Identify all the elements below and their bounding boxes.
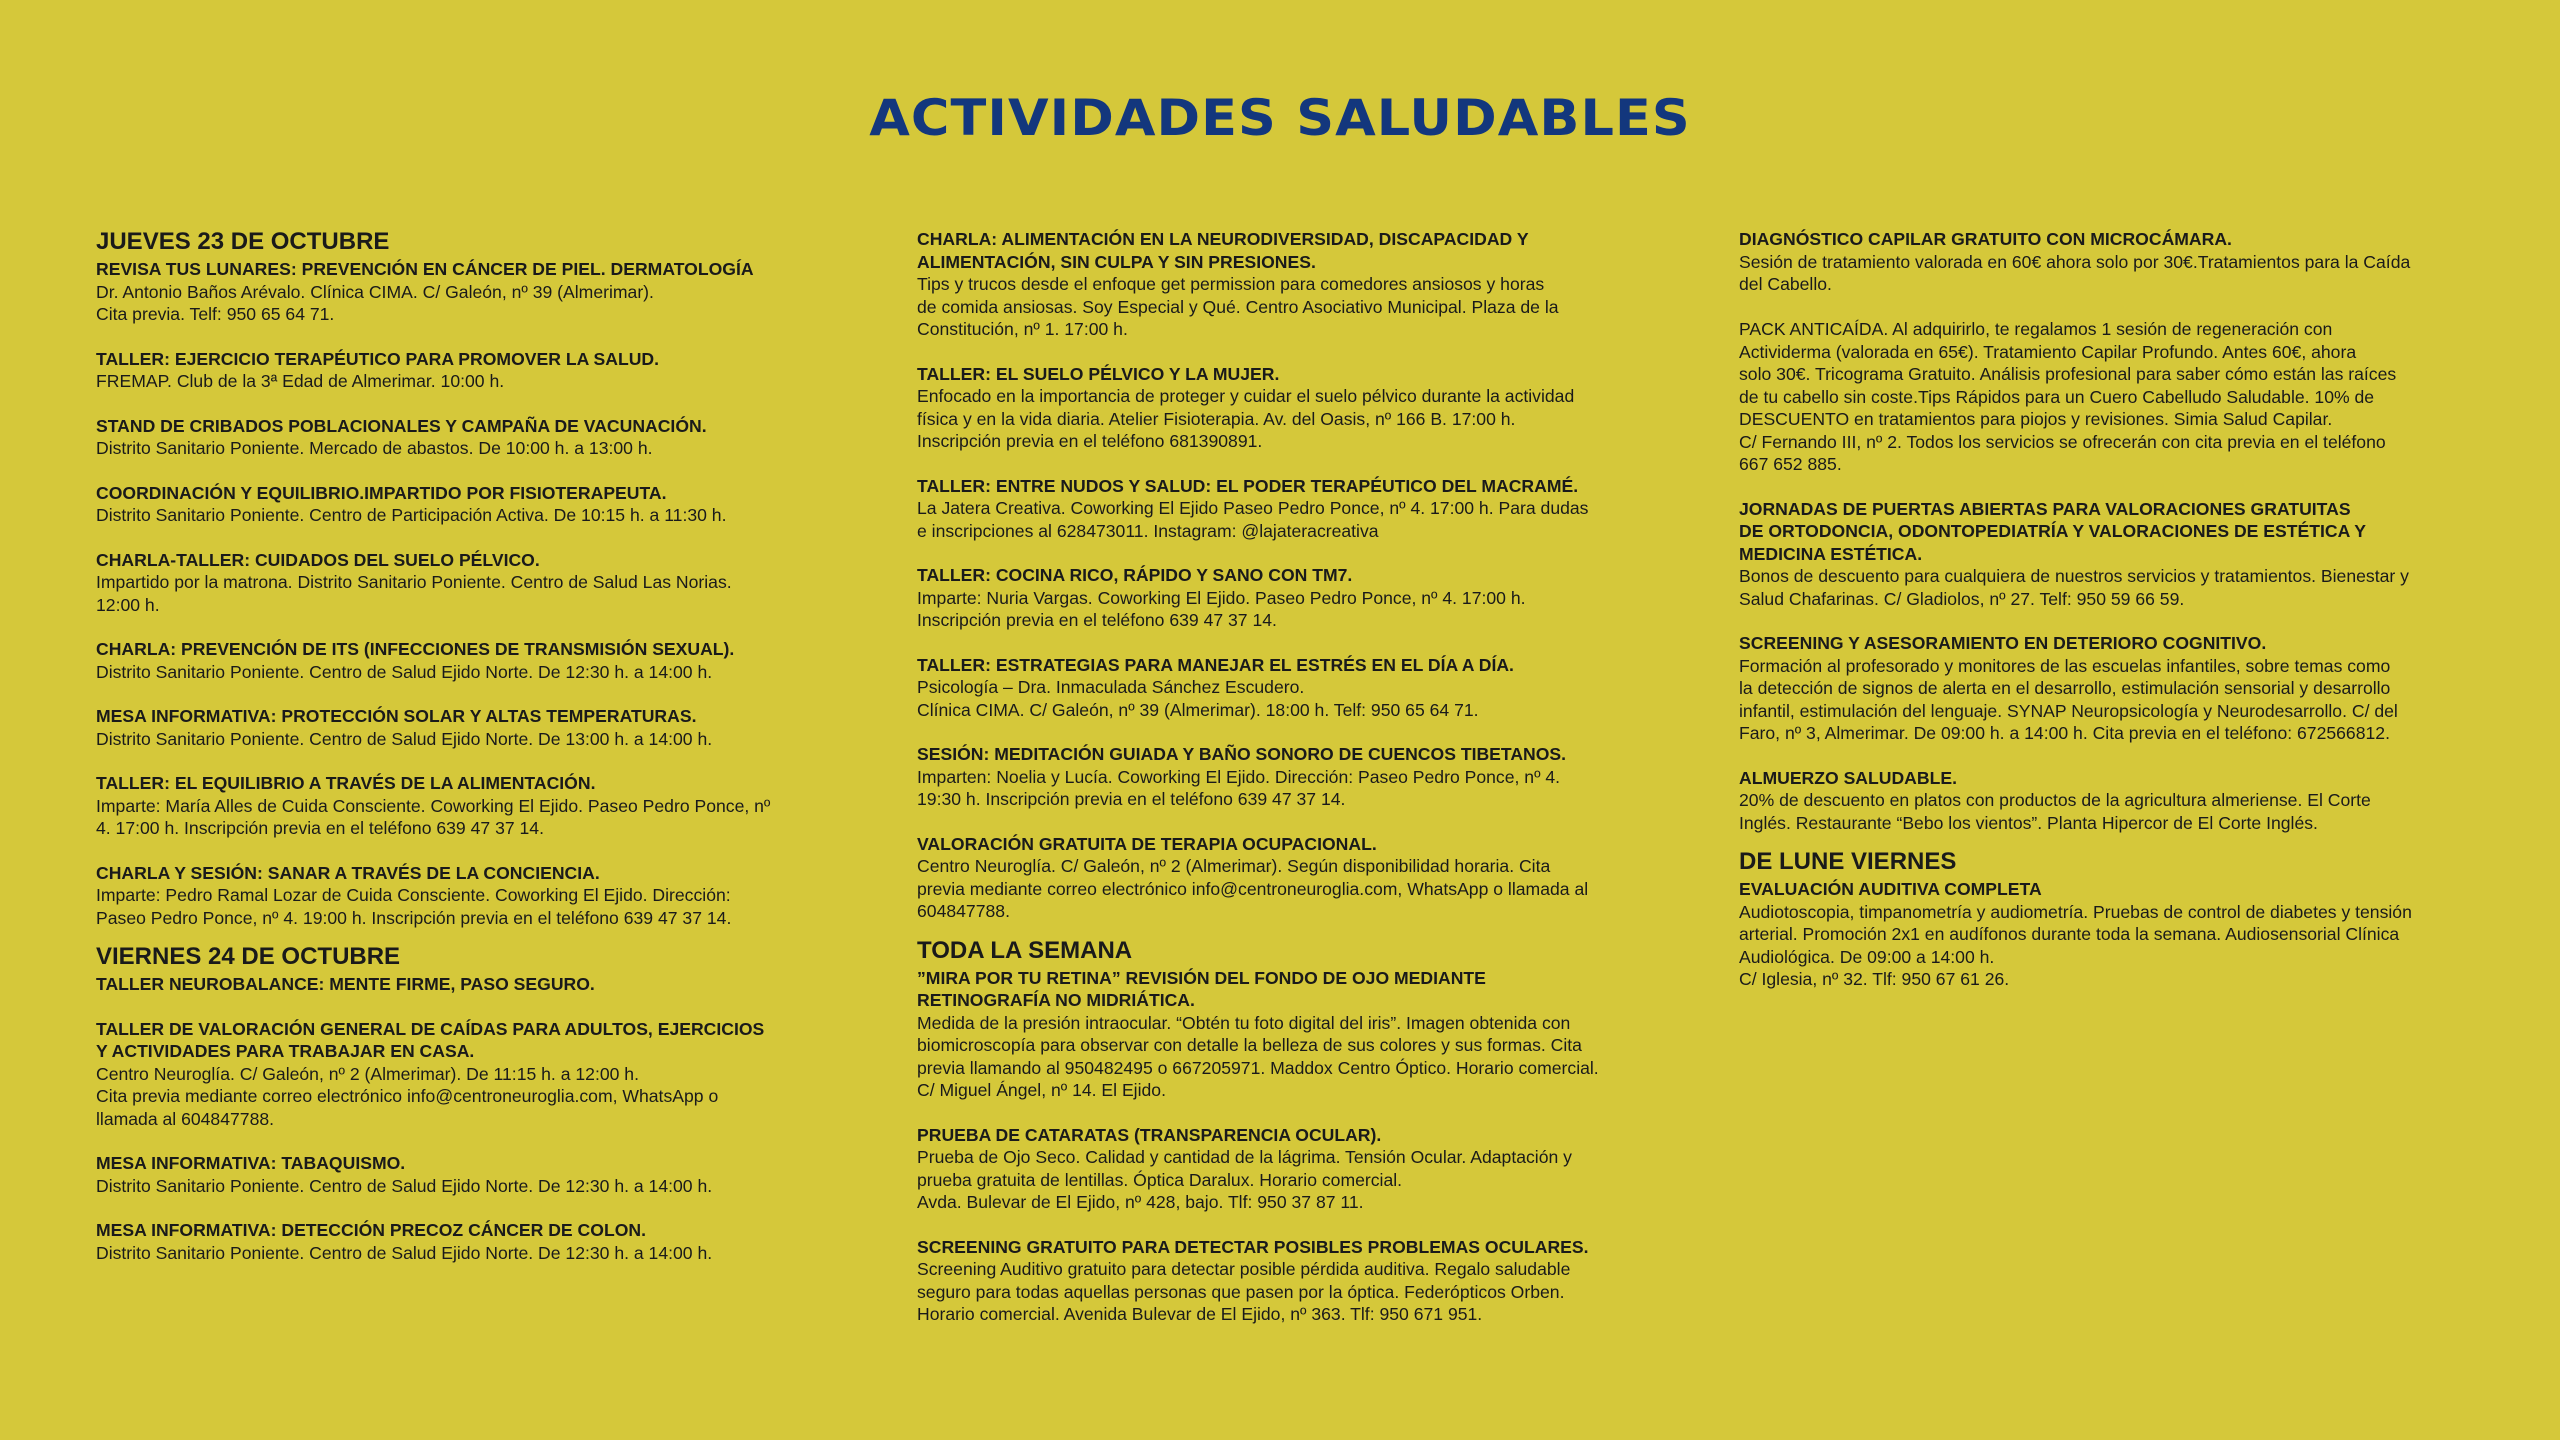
activity-details: Imparte: María Alles de Cuida Consciente. Coworking El Ejido. Paseo Pedro Ponce, nº 4. 17:00 h. Inscripción previa en el teléfono 639 47 37 14.	[96, 795, 771, 838]
activity-item	[917, 228, 1657, 341]
activity-title: TALLER: EL EQUILIBRIO A TRAVÉS DE LA ALIMENTACIÓN.	[96, 773, 596, 793]
activity-details: Prueba de Ojo Seco. Calidad y cantidad de la lágrima. Tensión Ocular. Adaptación y prueba gratuita de lentillas. Óptica Daralux. Horario comercial. Avda. Bulevar de El Ejido, nº 428, bajo. Tlf: 950 37 87 11.	[917, 1147, 1572, 1212]
activity-title: TALLER NEUROBALANCE: MENTE FIRME, PASO SEGURO.	[96, 974, 595, 994]
activity-details: Distrito Sanitario Poniente. Centro de Salud Ejido Norte. De 12:30 h. a 14:00 h.	[96, 661, 713, 682]
activity-details: Enfocado en la importancia de proteger y cuidar el suelo pélvico durante la actividad física y en la vida diaria. Atelier Fisioterapia. Av. del Oasis, nº 166 B. 17:00 h. Inscripción previa en el teléfono 681390891.	[917, 386, 1575, 451]
activity-item	[96, 772, 836, 840]
activity-title: SCREENING GRATUITO PARA DETECTAR POSIBLES PROBLEMAS OCULARES.	[917, 1236, 1589, 1257]
activity-details: Distrito Sanitario Poniente. Centro de Salud Ejido Norte. De 13:00 h. a 14:00 h.	[96, 728, 713, 749]
activity-item	[917, 363, 1657, 453]
activity-item	[96, 973, 836, 996]
activity-title: ”MIRA POR TU RETINA” REVISIÓN DEL FONDO DE OJO MEDIANTE RETINOGRAFÍA NO MIDRIÁTICA.	[917, 967, 1486, 1010]
activity-title: DIAGNÓSTICO CAPILAR GRATUITO CON MICROCÁMARA.	[1739, 229, 2232, 249]
activity-item	[96, 1219, 836, 1264]
activity-item	[96, 705, 836, 750]
activity-title: TALLER DE VALORACIÓN GENERAL DE CAÍDAS PARA ADULTOS, EJERCICIOS Y ACTIVIDADES PARA TRABAJAR EN CASA.	[96, 1018, 765, 1061]
activity-details: Centro Neuroglía. C/ Galeón, nº 2 (Almerimar). Según disponibilidad horaria. Cita previa mediante correo electrónico info@centroneuroglia.com, WhatsApp o llamada al 604847788.	[917, 856, 1589, 921]
activity-title: STAND DE CRIBADOS POBLACIONALES Y CAMPAÑA DE VACUNACIÓN.	[96, 415, 707, 436]
activity-item	[917, 1236, 1657, 1326]
activity-title: MESA INFORMATIVA: DETECCIÓN PRECOZ CÁNCER DE COLON.	[96, 1220, 646, 1240]
activity-item	[1739, 632, 2479, 745]
section-heading: TODA LA SEMANA	[917, 936, 1133, 964]
activity-details: Tips y trucos desde el enfoque get permission para comedores ansiosos y horas de comida ansiosas. Soy Especial y Qué. Centro Asociativo Municipal. Plaza de la Constitución, nº 1. 17:00 h.	[917, 274, 1559, 339]
activity-title: TALLER: ESTRATEGIAS PARA MANEJAR EL ESTRÉS EN EL DÍA A DÍA.	[917, 654, 1514, 675]
activity-details: Distrito Sanitario Poniente. Centro de Salud Ejido Norte. De 12:30 h. a 14:00 h.	[96, 1242, 713, 1263]
activity-title: ALMUERZO SALUDABLE.	[1739, 767, 1957, 788]
activity-details: Imparten: Noelia y Lucía. Coworking El Ejido. Dirección: Paseo Pedro Ponce, nº 4. 19:30 h. Inscripción previa en el teléfono 639 47 37 14.	[917, 766, 1561, 809]
activity-title: TALLER: COCINA RICO, RÁPIDO Y SANO CON TM7.	[917, 565, 1353, 585]
activity-title: EVALUACIÓN AUDITIVA COMPLETA	[1739, 879, 2042, 899]
page-title: ACTIVIDADES SALUDABLES	[869, 89, 1691, 147]
activity-title: TALLER: EL SUELO PÉLVICO Y LA MUJER.	[917, 363, 1280, 384]
activity-title: VALORACIÓN GRATUITA DE TERAPIA OCUPACIONAL.	[917, 833, 1377, 854]
activity-details: 20% de descuento en platos con productos de la agricultura almeriense. El Corte Inglés. Restaurante “Bebo los vientos”. Planta Hipercor de El Corte Inglés.	[1739, 790, 2371, 833]
activity-details: Bonos de descuento para cualquiera de nuestros servicios y tratamientos. Bienestar y Salud Chafarinas. C/ Gladiolos, nº 27. Telf: 950 59 66 59.	[1739, 566, 2409, 609]
activity-title: COORDINACIÓN Y EQUILIBRIO.IMPARTIDO POR FISIOTERAPEUTA.	[96, 482, 667, 503]
day-heading: JUEVES 23 DE OCTUBRE	[96, 228, 390, 255]
column-3	[1739, 228, 2479, 1013]
activity-item	[96, 348, 836, 393]
activity-item	[1739, 228, 2479, 476]
activity-details: Centro Neuroglía. C/ Galeón, nº 2 (Almerimar). De 11:15 h. a 12:00 h. Cita previa mediante correo electrónico info@centroneuroglia.com, WhatsApp o llamada al 604847788.	[96, 1063, 719, 1129]
activity-title: JORNADAS DE PUERTAS ABIERTAS PARA VALORACIONES GRATUITAS DE ORTODONCIA, ODONTOPEDIATRÍA Y VALORACIONES DE ESTÉTICA Y MEDICINA ESTÉTICA.	[1739, 498, 2366, 564]
activity-title: MESA INFORMATIVA: PROTECCIÓN SOLAR Y ALTAS TEMPERATURAS.	[96, 706, 697, 726]
activity-details: Distrito Sanitario Poniente. Centro de Salud Ejido Norte. De 12:30 h. a 14:00 h.	[96, 1175, 713, 1196]
activity-item	[1739, 878, 2479, 991]
activity-details: Sesión de tratamiento valorada en 60€ ahora solo por 30€.Tratamientos para la Caída del Cabello. PACK ANTICAÍDA. Al adquirirlo, te regalamos 1 sesión de regeneración con Actividerma (valorada en 65€). Tratamiento Capilar Profundo. Antes 60€, ahora solo 30€. Tricograma Gratuito. Análisis profesional para saber cómo están las raíces de tu cabello sin coste.Tips Rápidos para un Cuero Cabelludo Saludable. 10% de DESCUENTO en tratamientos para piojos y revisiones. Simia Salud Capilar. C/ Fernando III, nº 2. Todos los servicios se ofrecerán con cita previa en el teléfono 667 652 885.	[1739, 251, 2411, 474]
column-2	[917, 228, 1657, 1348]
activity-item	[96, 482, 836, 527]
activity-details: Dr. Antonio Baños Arévalo. Clínica CIMA. C/ Galeón, nº 39 (Almerimar). Cita previa. Telf: 950 65 64 71.	[96, 281, 654, 324]
activity-item	[96, 549, 836, 617]
activity-title: SESIÓN: MEDITACIÓN GUIADA Y BAÑO SONORO DE CUENCOS TIBETANOS.	[917, 744, 1567, 764]
activity-details: Medida de la presión intraocular. “Obtén tu foto digital del iris”. Imagen obtenida con biomicroscopía para observar con detalle la belleza de sus colores y sus formas. Cita previa llamando al 950482495 o 667205971. Maddox Centro Óptico. Horario comercial. C/ Miguel Ángel, nº 14. El Ejido.	[917, 1012, 1599, 1100]
activity-item	[1739, 498, 2479, 611]
activity-title: PRUEBA DE CATARATAS (TRANSPARENCIA OCULAR).	[917, 1124, 1382, 1145]
activity-title: MESA INFORMATIVA: TABAQUISMO.	[96, 1153, 406, 1173]
activity-details: Imparte: Nuria Vargas. Coworking El Ejido. Paseo Pedro Ponce, nº 4. 17:00 h. Inscripción previa en el teléfono 639 47 37 14.	[917, 587, 1526, 630]
activity-details: Imparte: Pedro Ramal Lozar de Cuida Consciente. Coworking El Ejido. Dirección: Paseo Pedro Ponce, nº 4. 19:00 h. Inscripción previa en el teléfono 639 47 37 14.	[96, 885, 732, 928]
activity-title: TALLER: ENTRE NUDOS Y SALUD: EL PODER TERAPÉUTICO DEL MACRAMÉ.	[917, 475, 1579, 496]
activity-item	[96, 862, 836, 930]
day-heading: VIERNES 24 DE OCTUBRE	[96, 943, 401, 970]
activity-item	[917, 564, 1657, 632]
activity-details: La Jatera Creativa. Coworking El Ejido Paseo Pedro Ponce, nº 4. 17:00 h. Para dudas e inscripciones al 628473011. Instagram: @lajateracreativa	[917, 498, 1589, 541]
activity-item	[917, 833, 1657, 923]
activity-item	[96, 1018, 836, 1131]
activity-title: REVISA TUS LUNARES: PREVENCIÓN EN CÁNCER DE PIEL. DERMATOLOGÍA	[96, 259, 754, 279]
activity-title: SCREENING Y ASESORAMIENTO EN DETERIORO COGNITIVO.	[1739, 633, 2267, 653]
activity-title: CHARLA: PREVENCIÓN DE ITS (INFECCIONES DE TRANSMISIÓN SEXUAL).	[96, 639, 735, 659]
activity-details: Screening Auditivo gratuito para detectar posible pérdida auditiva. Regalo saludable seguro para todas aquellas personas que pasen por la óptica. Federópticos Orben. Horario comercial. Avenida Bulevar de El Ejido, nº 363. Tlf: 950 671 951.	[917, 1259, 1571, 1324]
activity-details: FREMAP. Club de la 3ª Edad de Almerimar. 10:00 h.	[96, 371, 505, 391]
activity-details: Distrito Sanitario Poniente. Mercado de abastos. De 10:00 h. a 13:00 h.	[96, 438, 653, 458]
activity-title: CHARLA: ALIMENTACIÓN EN LA NEURODIVERSIDAD, DISCAPACIDAD Y ALIMENTACIÓN, SIN CULPA Y SIN PRESIONES.	[917, 229, 1529, 272]
activity-details: Impartido por la matrona. Distrito Sanitario Poniente. Centro de Salud Las Norias. 12:00 h.	[96, 572, 732, 615]
activity-item	[917, 743, 1657, 811]
activity-item	[96, 415, 836, 460]
activity-details: Psicología – Dra. Inmaculada Sánchez Escudero. Clínica CIMA. C/ Galeón, nº 39 (Almerimar). 18:00 h. Telf: 950 65 64 71.	[917, 677, 1479, 720]
activity-item	[917, 654, 1657, 722]
activity-item	[917, 1124, 1657, 1214]
activity-item	[96, 638, 836, 683]
activity-item	[917, 967, 1657, 1102]
activity-item	[917, 475, 1657, 543]
activity-details: Distrito Sanitario Poniente. Centro de Participación Activa. De 10:15 h. a 11:30 h.	[96, 505, 727, 525]
activity-details: Audiotoscopia, timpanometría y audiometría. Pruebas de control de diabetes y tensión arterial. Promoción 2x1 en audífonos durante toda la semana. Audiosensorial Clínica Audiológica. De 09:00 a 14:00 h. C/ Iglesia, nº 32. Tlf: 950 67 61 26.	[1739, 901, 2412, 989]
activity-details: Formación al profesorado y monitores de las escuelas infantiles, sobre temas como la detección de signos de alerta en el desarrollo, estimulación sensorial y desarrollo infantil, estimulación del lenguaje. SYNAP Neuropsicología y Neurodesarrollo. C/ del Faro, nº 3, Almerimar. De 09:00 h. a 14:00 h. Cita previa en el teléfono: 672566812.	[1739, 655, 2398, 743]
activity-item	[1739, 767, 2479, 835]
activity-title: CHARLA-TALLER: CUIDADOS DEL SUELO PÉLVICO.	[96, 549, 540, 570]
activity-item	[96, 258, 836, 326]
activity-item	[96, 1152, 836, 1197]
section-heading: DE LUNE VIERNES	[1739, 848, 1957, 875]
activity-title: CHARLA Y SESIÓN: SANAR A TRAVÉS DE LA CONCIENCIA.	[96, 862, 600, 883]
column-1	[96, 228, 836, 1286]
activity-title: TALLER: EJERCICIO TERAPÉUTICO PARA PROMOVER LA SALUD.	[96, 348, 660, 369]
